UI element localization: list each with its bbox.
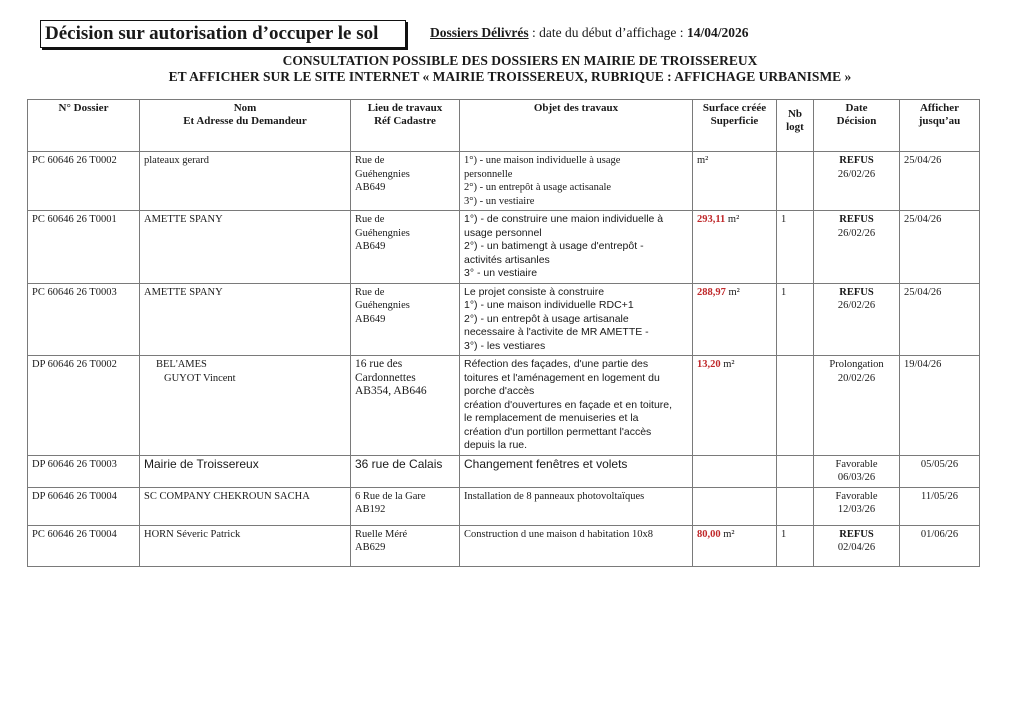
surface-value: 288,97	[697, 286, 726, 298]
cell-nom: BEL'AMES GUYOT Vincent	[140, 356, 351, 456]
header-afficher: Afficher jusqu’au	[900, 100, 980, 152]
header-objet: Objet des travaux	[460, 100, 693, 152]
cell-surface	[693, 283, 777, 356]
delivered-notice	[430, 25, 748, 41]
delivered-date: 14/04/2026	[686, 25, 749, 40]
cell-dossier: PC 60646 26 T0001	[28, 211, 140, 284]
cell-dossier: DP 60646 26 T0002	[28, 356, 140, 456]
cell-dossier: PC 60646 26 T0004	[28, 525, 140, 566]
cell-nb-logt	[777, 455, 814, 487]
cell-decision: Prolongation 20/02/26	[814, 356, 900, 456]
surface-unit: m²	[725, 214, 740, 225]
table-row	[28, 283, 980, 356]
table-header-row	[28, 100, 980, 152]
page-title: Décision sur autorisation d’occuper le sol	[40, 20, 406, 48]
cell-surface	[693, 211, 777, 284]
surface-value: 13,20	[697, 359, 721, 370]
cell-nb-logt: 1	[777, 211, 814, 284]
cell-afficher: 01/06/26	[900, 525, 980, 566]
cell-nom: SC COMPANY CHEKROUN SACHA	[140, 487, 351, 525]
cell-afficher: 25/04/26	[900, 283, 980, 356]
surface-value: 80,00	[697, 528, 721, 540]
cell-nb-logt: 1	[777, 525, 814, 566]
cell-decision: REFUS 26/02/26	[814, 283, 900, 356]
cell-decision: REFUS 26/02/26	[814, 152, 900, 211]
surface-unit: m²	[720, 359, 735, 370]
cell-surface	[693, 525, 777, 566]
cell-nb-logt	[777, 152, 814, 211]
cell-afficher: 25/04/26	[900, 211, 980, 284]
cell-dossier: DP 60646 26 T0003	[28, 455, 140, 487]
cell-nb-logt	[777, 356, 814, 456]
delivered-label: Dossiers Délivrés	[430, 25, 529, 40]
surface-unit: m²	[725, 286, 740, 298]
cell-dossier: PC 60646 26 T0002	[28, 152, 140, 211]
table-row	[28, 211, 980, 284]
cell-lieu: Rue de Guéhengnies AB649	[351, 152, 460, 211]
cell-objet: Le projet consiste à construire 1°) - une maison individuelle RDC+1 2°) - un entrepôt à usage artisanale necessaire à l'activite de MR AMETTE - 3°) - les vestiares	[460, 283, 693, 356]
cell-lieu: 6 Rue de la Gare AB192	[351, 487, 460, 525]
surface-unit: m²	[720, 528, 735, 540]
cell-afficher: 25/04/26	[900, 152, 980, 211]
cell-decision: Favorable 12/03/26	[814, 487, 900, 525]
table-row	[28, 525, 980, 566]
cell-lieu: Rue de Guéhengnies AB649	[351, 211, 460, 284]
cell-nom: AMETTE SPANY	[140, 283, 351, 356]
cell-surface	[693, 455, 777, 487]
header-surface: Surface créée Superficie	[693, 100, 777, 152]
table-row	[28, 455, 980, 487]
cell-surface	[693, 356, 777, 456]
cell-objet: 1°) - de construire une maion individuelle à usage personnel 2°) - un batimengt à usage d'entrepôt - activités artisanles 3° - un vestiaire	[460, 211, 693, 284]
cell-objet: 1°) - une maison individuelle à usage personnelle 2°) - un entrepôt à usage actisanale 3°) - un vestiaire	[460, 152, 693, 211]
cell-nb-logt: 1	[777, 283, 814, 356]
cell-lieu: 16 rue des Cardonnettes AB354, AB646	[351, 356, 460, 456]
cell-decision: REFUS 26/02/26	[814, 211, 900, 284]
header-date-decision: Date Décision	[814, 100, 900, 152]
cell-afficher: 05/05/26	[900, 455, 980, 487]
surface-value: 293,11	[697, 214, 726, 225]
cell-objet: Installation de 8 panneaux photovoltaïques	[460, 487, 693, 525]
cell-nom: Mairie de Troissereux	[140, 455, 351, 487]
cell-objet: Construction d une maison d habitation 10x8	[460, 525, 693, 566]
cell-dossier: PC 60646 26 T0003	[28, 283, 140, 356]
cell-lieu: Ruelle Méré AB629	[351, 525, 460, 566]
cell-decision: REFUS 02/04/26	[814, 525, 900, 566]
cell-dossier: DP 60646 26 T0004	[28, 487, 140, 525]
cell-nb-logt	[777, 487, 814, 525]
delivered-text: : date du début d’affichage :	[528, 25, 687, 40]
header-lieu: Lieu de travaux Réf Cadastre	[351, 100, 460, 152]
consultation-line-2: ET AFFICHER SUR LE SITE INTERNET « MAIRIE TROISSEREUX, RUBRIQUE : AFFICHAGE URBANISME »	[168, 69, 852, 84]
header-nom: Nom Et Adresse du Demandeur	[140, 100, 351, 152]
table-row	[28, 487, 980, 525]
cell-lieu: 36 rue de Calais	[351, 455, 460, 487]
cell-objet: Réfection des façades, d'une partie des toitures et l'aménagement en logement du porche d'accès création d'ouvertures en façade et en toiture, le remplacement de menuiseries et la création d'un portillon permettant l'accès depuis la rue.	[460, 356, 693, 456]
cell-afficher: 11/05/26	[900, 487, 980, 525]
cell-objet: Changement fenêtres et volets	[460, 455, 693, 487]
cell-nom: HORN Séveric Patrick	[140, 525, 351, 566]
dossiers-table	[27, 99, 980, 567]
cell-lieu: Rue de Guéhengnies AB649	[351, 283, 460, 356]
cell-surface: m²	[693, 152, 777, 211]
table-row	[28, 356, 980, 456]
consultation-notice	[0, 53, 1024, 85]
table-row	[28, 152, 980, 211]
header-dossier: N° Dossier	[28, 100, 140, 152]
cell-decision: Favorable 06/03/26	[814, 455, 900, 487]
cell-nom: plateaux gerard	[140, 152, 351, 211]
cell-nom: AMETTE SPANY	[140, 211, 351, 284]
cell-surface	[693, 487, 777, 525]
consultation-line-1: CONSULTATION POSSIBLE DES DOSSIERS EN MAIRIE DE TROISSEREUX	[282, 53, 758, 68]
header-nb-logt: Nb logt	[777, 100, 814, 152]
cell-afficher: 19/04/26	[900, 356, 980, 456]
